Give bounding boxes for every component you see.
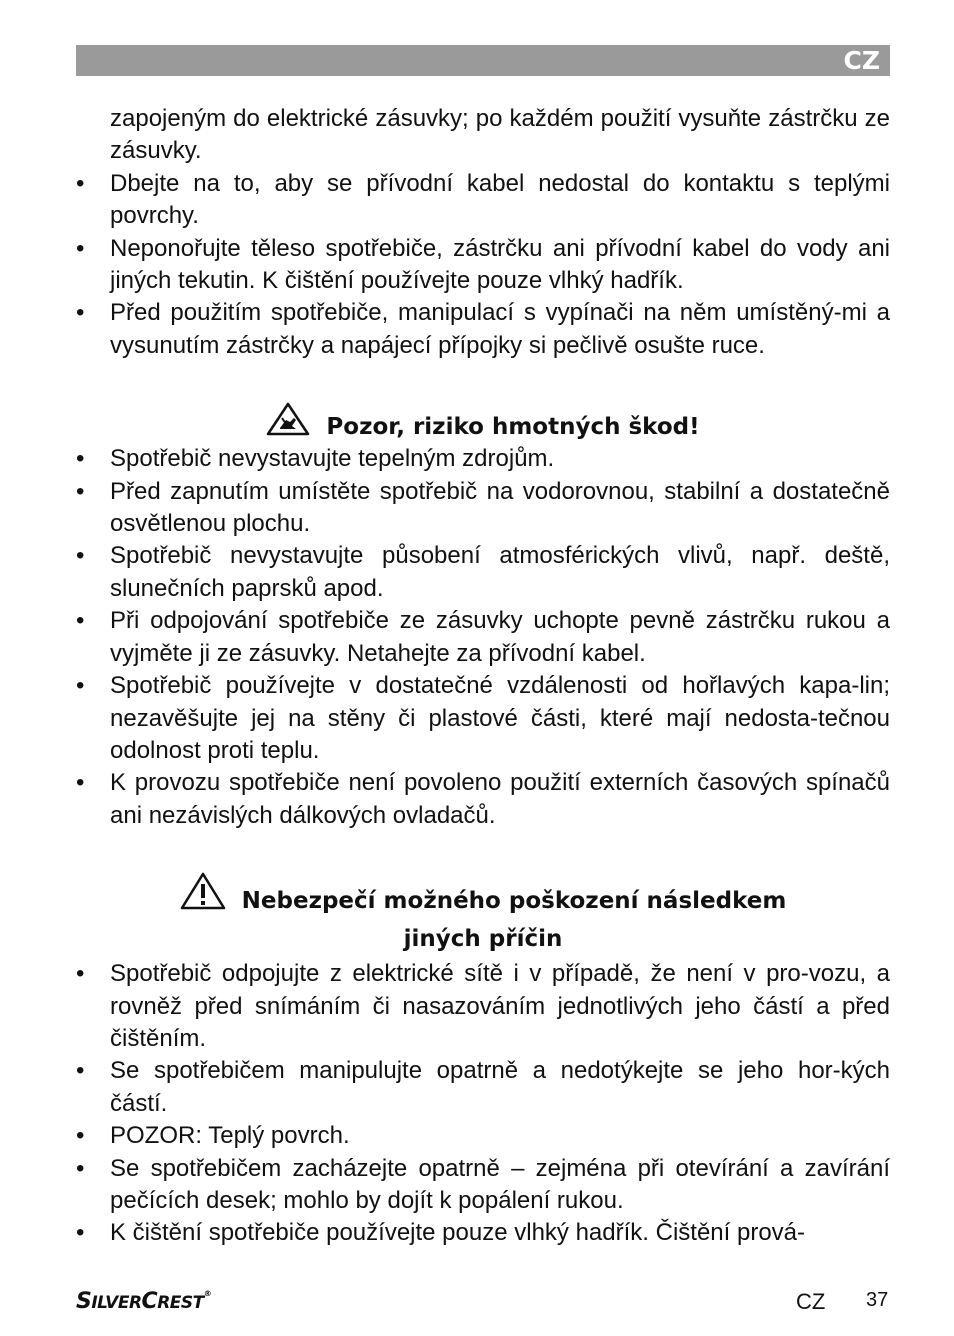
list-item: • Spotřebič nevystavujte působení atmosférických vlivů, např. deště, slunečních paprsků apod. — [76, 540, 890, 605]
list-item: • POZOR: Teplý povrch. — [76, 1120, 890, 1152]
section-title-other-line1: Nebezpečí možného poškození následkem — [241, 888, 787, 915]
list-item: • Spotřebič nevystavujte tepelným zdrojům. — [76, 443, 890, 475]
section-heading-other — [76, 872, 890, 958]
page-content — [76, 103, 890, 1250]
warning-icon — [180, 872, 226, 910]
page-number: 37 — [866, 1289, 889, 1311]
section-title-other-line2: jiných příčin — [403, 926, 563, 953]
safety-list — [76, 168, 890, 362]
header-language: CZ — [843, 46, 880, 75]
footer-language: CZ — [796, 1289, 826, 1314]
list-item: • Spotřebič odpojujte z elektrické sítě i v případě, že není v pro-vozu, a rovněž před snímáním či nasazováním jednotlivých jeho částí a před čištěním. — [76, 958, 890, 1055]
list-item: • Před zapnutím umístěte spotřebič na vodorovnou, stabilní a dostatečně osvětlenou plochu. — [76, 476, 890, 541]
list-item: • Před použitím spotřebiče, manipulací s vypínači na něm umístěný-mi a vysunutím zástrčky a napájecí přípojky si pečlivě osušte ruce. — [76, 297, 890, 362]
list-item: • Se spotřebičem zacházejte opatrně – zejména při otevírání a zavírání pečících desek; mohlo by dojít k popálení rukou. — [76, 1153, 890, 1218]
other-list — [76, 958, 890, 1250]
intro-paragraph: zapojeným do elektrické zásuvky; po každém použití vysuňte zástrčku ze zásuvky. — [110, 105, 890, 165]
list-item: • Spotřebič používejte v dostatečné vzdálenosti od hořlavých kapa-lin; nezavěšujte jej na stěny či plastové části, které mají nedosta-tečnou odolnost proti teplu. — [76, 670, 890, 767]
warning-hand-icon — [266, 402, 310, 436]
damage-list — [76, 443, 890, 832]
list-item: • Dbejte na to, aby se přívodní kabel nedostal do kontaktu s teplými povrchy. — [76, 168, 890, 233]
list-item: • Neponořujte těleso spotřebiče, zástrčku ani přívodní kabel do vody ani jiných tekutin. K čištění používejte pouze vlhký hadřík. — [76, 233, 890, 298]
header-bar — [76, 45, 890, 76]
brand-logo: SILVERCREST® — [76, 1289, 212, 1314]
list-item: • Se spotřebičem manipulujte opatrně a nedotýkejte se jeho hor-kých částí. — [76, 1055, 890, 1120]
list-item: • Při odpojování spotřebiče ze zásuvky uchopte pevně zástrčku rukou a vyjměte ji ze zásuvky. Netahejte za přívodní kabel. — [76, 605, 890, 670]
section-title-damage: Pozor, riziko hmotných škod! — [326, 414, 700, 441]
list-item: • K provozu spotřebiče není povoleno použití externích časových spínačů ani nezávislých dálkových ovladačů. — [76, 767, 890, 832]
section-heading-damage — [76, 402, 890, 443]
list-item: • K čištění spotřebiče používejte pouze vlhký hadřík. Čištění prová- — [76, 1217, 890, 1249]
